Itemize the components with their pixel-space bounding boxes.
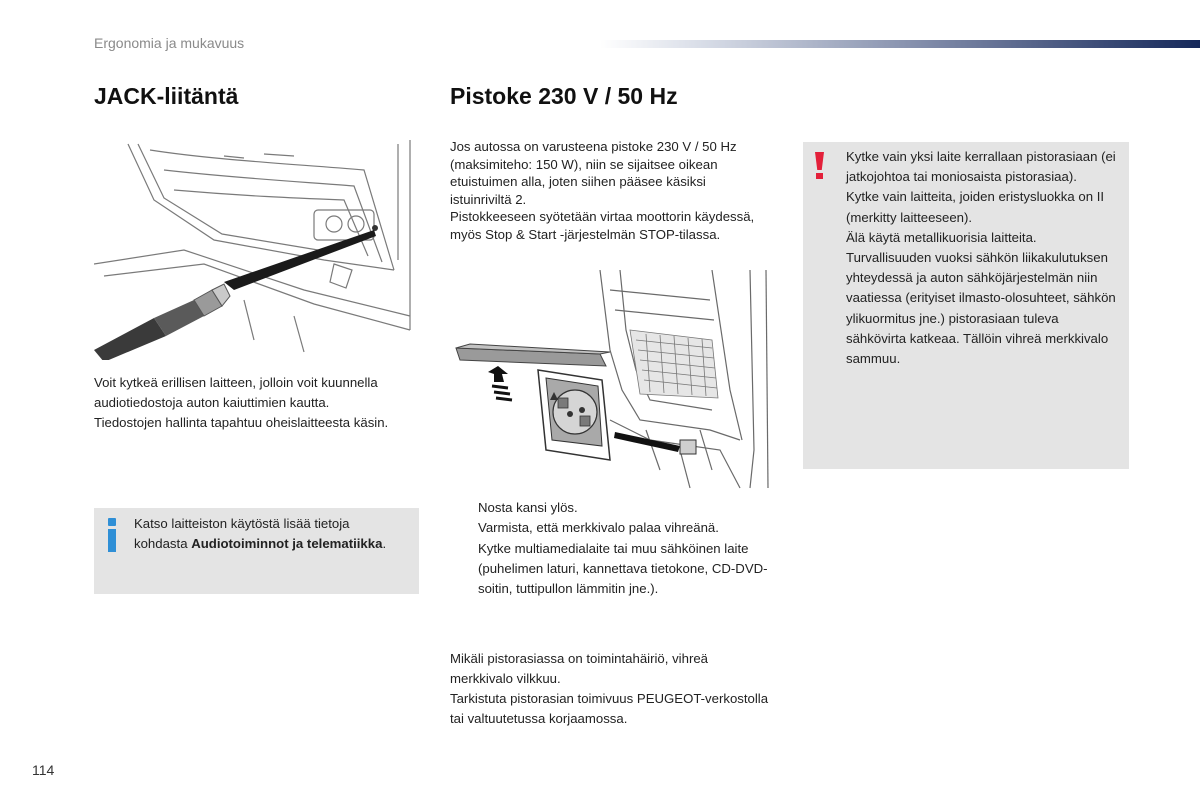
info-note-prefix: Katso laitteiston käytöstä lisää tietoja kohdasta bbox=[134, 516, 350, 551]
list-item bbox=[450, 498, 770, 518]
instruction-list bbox=[450, 498, 770, 599]
jack-connector-illustration bbox=[94, 140, 420, 360]
info-note-suffix: . bbox=[382, 536, 387, 551]
section-header: Ergonomia ja mukavuus bbox=[94, 35, 245, 51]
warning-text bbox=[846, 147, 1122, 369]
info-note-link-text: Audiotoiminnot ja telematiikka bbox=[191, 536, 383, 551]
jack-description bbox=[94, 373, 404, 433]
malfunction-note bbox=[450, 649, 770, 729]
list-item bbox=[450, 539, 770, 600]
info-note-text bbox=[134, 514, 404, 554]
malfunction-paragraph: Mikäli pistorasiassa on toimintahäiriö, vihreä merkkivalo vilkkuu. bbox=[450, 651, 708, 686]
list-item-text: Kytke multiamedialaite tai muu sähköinen laite (puhelimen laturi, kannettava tietokone, CD-DVD-soitin, tuttipullon lämmitin jne.). bbox=[478, 540, 768, 597]
power-socket-illustration bbox=[450, 270, 772, 492]
socket-intro-paragraph: Jos autossa on varusteena pistoke 230 V / 50 Hz (maksimiteho: 150 W), niin se sijaitsee oikean etuistuimen alla, joten siihen pääsee käsiksi istuinriviltä 2. bbox=[450, 139, 737, 207]
warning-exclamation-icon bbox=[815, 152, 824, 178]
list-item-text: Nosta kansi ylös. bbox=[478, 500, 578, 515]
warning-paragraph: Kytke vain laitteita, joiden eristysluokka on II (merkitty laitteeseen). bbox=[846, 189, 1105, 225]
warning-paragraph: Älä käytä metallikuorisia laitteita. bbox=[846, 229, 1037, 245]
jack-paragraph: Voit kytkeä erillisen laitteen, jolloin voit kuunnella audiotiedostoja auton kaiuttimien kautta. bbox=[94, 375, 378, 410]
list-item bbox=[450, 518, 770, 538]
malfunction-paragraph: Tarkistuta pistorasian toimivuus PEUGEOT-verkostolla tai valtuutetussa korjaamossa. bbox=[450, 691, 769, 726]
info-note-box bbox=[94, 508, 419, 594]
header-gradient-bar bbox=[600, 40, 1200, 48]
socket-section-title: Pistoke 230 V / 50 Hz bbox=[450, 83, 678, 109]
list-item-text: Varmista, että merkkivalo palaa vihreänä. bbox=[478, 520, 719, 536]
warning-paragraph: Kytke vain yksi laite kerrallaan pistorasiaan (ei jatkojohtoa tai moniosaista pistorasiaa). bbox=[846, 149, 1116, 185]
info-icon bbox=[108, 518, 116, 552]
jack-section-title: JACK-liitäntä bbox=[94, 83, 239, 109]
warning-paragraph: Turvallisuuden vuoksi sähkön liikakulutuksen yhteydessä ja auton sähköjärjestelmän niin vaatiessa (erityiset ilmasto-olosuhteet, sähkön ylikuormitus jne.) pistorasiaan tuleva sähkövirta katkeaa. Tällöin vihreä merkkivalo sammuu. bbox=[846, 250, 1116, 367]
socket-intro-paragraph: Pistokkeeseen syötetään virtaa moottorin käydessä, myös Stop & Start -järjestelmän STOP-tilassa. bbox=[450, 209, 755, 242]
page-number: 114 bbox=[32, 762, 55, 778]
jack-paragraph: Tiedostojen hallinta tapahtuu oheislaitteesta käsin. bbox=[94, 415, 389, 430]
socket-intro bbox=[450, 138, 770, 243]
warning-box bbox=[803, 142, 1129, 469]
